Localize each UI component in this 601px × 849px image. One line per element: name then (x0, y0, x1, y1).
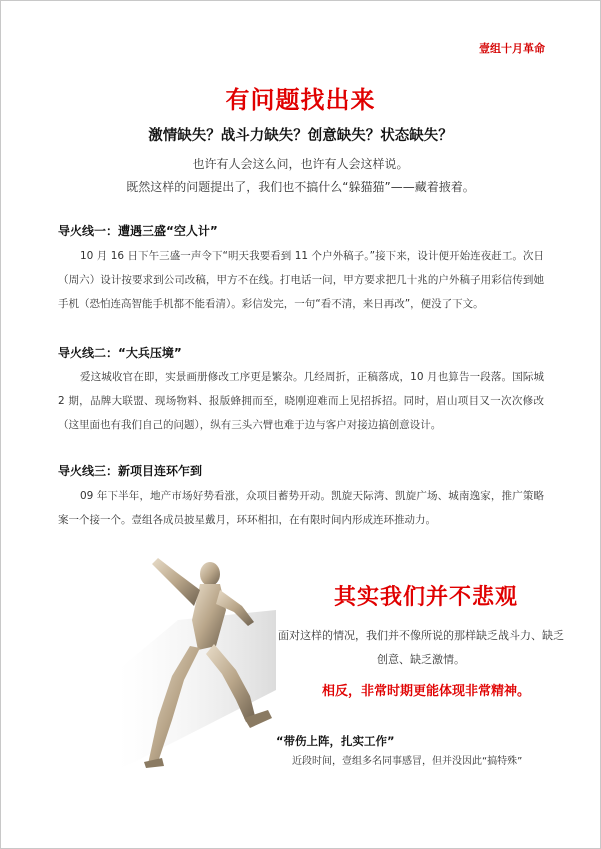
aside-body: 面对这样的情况，我们并不像所说的那样缺乏战斗力、缺乏创意、缺乏激情。 (278, 629, 564, 666)
aside-heading: 其实我们并不悲观 (333, 585, 518, 610)
section-heading-1: 导火线一：遭遇三盛“空人计” (58, 224, 218, 238)
running-figure-illustration (118, 550, 276, 770)
quote-heading: “带伤上阵，扎实工作” (276, 734, 395, 748)
section-body-3: 09 年下半年，地产市场好势看涨，众项目蓄势开动。凯旋天际湾、凯旋广场、城南逸家，推广策略案一个接一个。壹组各成员披星戴月，环环相扣，在有限时间内形成连环推动力。 (58, 490, 544, 526)
aside-emphasis: 相反，非常时期更能体现非常精神。 (321, 684, 530, 699)
section-heading-3: 导火线三：新项目连环乍到 (58, 464, 203, 478)
intro-line-1: 也许有人会这么问，也许有人会这样说。 (192, 157, 409, 171)
intro-line-2: 既然这样的问题提出了，我们也不搞什么“躲猫猫”——藏着掖着。 (126, 180, 475, 194)
section-body-1: 10 月 16 日下午三盛一声令下“明天我要看到 11 个户外稿子。”接下来，设计便开始连夜赶工。次日（周六）设计按要求到公司改稿，甲方不在线。打电话一问，甲方要求把几十兆的户外稿子用彩信传到她手机（恐怕连高智能手机都不能看清）。彩信发完，一句“看不清，来日再改”，便没了下文。 (58, 250, 544, 310)
aside-last-line: 近段时间，壹组多名同事感冒，但并没因此“搞特殊” (292, 756, 523, 767)
section-heading-2: 导火线二：“大兵压境” (58, 346, 182, 360)
header-tag: 壹组十月革命 (479, 42, 545, 55)
page-title: 有问题找出来 (225, 86, 376, 114)
page-subtitle: 激情缺失？战斗力缺失？创意缺失？状态缺失？ (148, 128, 453, 144)
section-body-2: 爱这城收官在即，实景画册修改工序更是繁杂。几经周折，正稿落成，10 月也算告一段落。国际城 2 期，品牌大联盟、现场物料、报版蜂拥而至，晓刚迎难而上见招拆招。同时，眉山项目又一次次修改（这里面也有我们自己的问题），纵有三头六臂也难于边与客户对接边搞创意设计。 (58, 371, 544, 431)
